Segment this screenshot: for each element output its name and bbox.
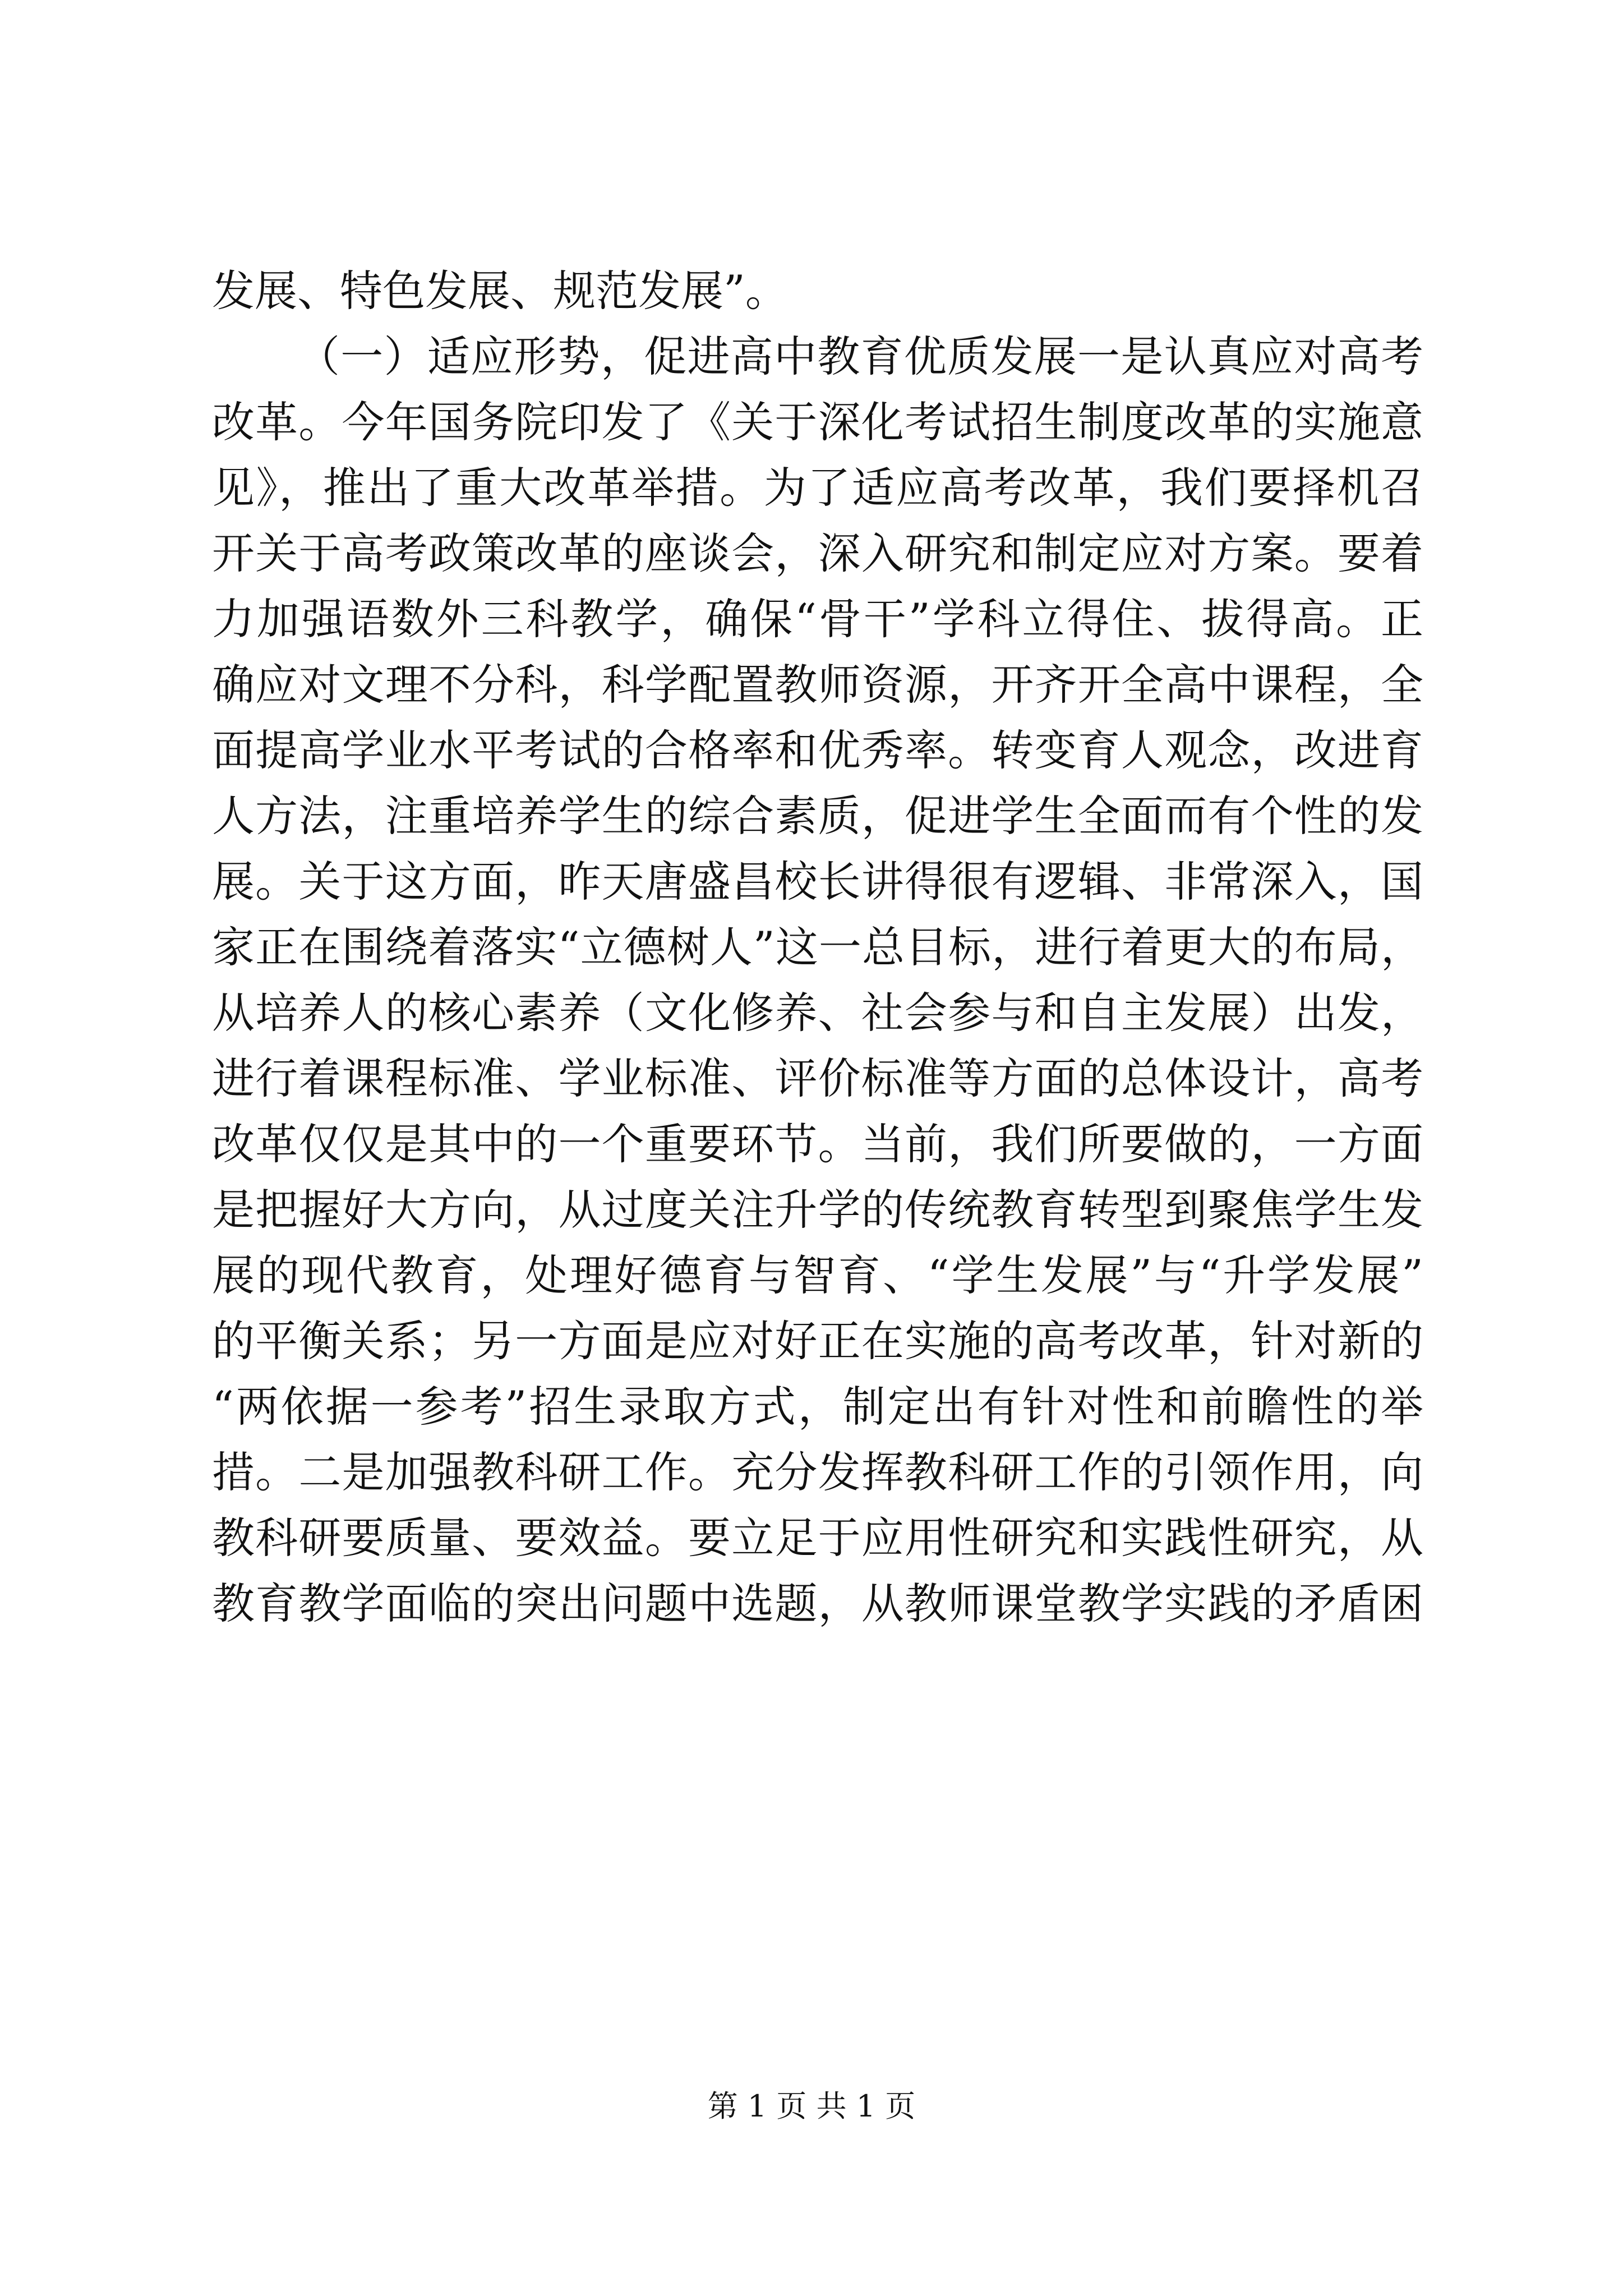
- text-line: 展的现代教育，处理好德育与智育、“学生发展”与“升学发展”: [212, 1250, 1423, 1300]
- text-line: 改革。今年国务院印发了《关于深化考试招生制度改革的实施意: [212, 397, 1423, 447]
- text-line: 力加强语数外三科教学，确保“骨干”学科立得住、拔得高。正: [212, 594, 1423, 644]
- text-line: 见》，推出了重大改革举措。为了适应高考改革，我们要择机召: [212, 463, 1423, 513]
- text-line: 展。关于这方面，昨天唐盛昌校长讲得很有逻辑、非常深入，国: [212, 857, 1423, 907]
- text-line: 发展、特色发展、规范发展”。: [212, 266, 788, 316]
- text-line: 确应对文理不分科，科学配置教师资源，开齐开全高中课程，全: [212, 660, 1423, 710]
- text-line: 措。二是加强教科研工作。充分发挥教科研工作的引领作用，向: [212, 1447, 1423, 1497]
- text-line: 的平衡关系；另一方面是应对好正在实施的高考改革，针对新的: [212, 1316, 1423, 1366]
- text-line: 教科研要质量、要效益。要立足于应用性研究和实践性研究，从: [212, 1513, 1423, 1563]
- text-line: （一）适应形势，促进高中教育优质发展一是认真应对高考: [297, 332, 1423, 381]
- text-line: 面提高学业水平考试的合格率和优秀率。转变育人观念，改进育: [212, 725, 1423, 775]
- text-line: 进行着课程标准、学业标准、评价标准等方面的总体设计，高考: [212, 1053, 1423, 1103]
- text-line: 人方法，注重培养学生的综合素质，促进学生全面而有个性的发: [212, 791, 1423, 841]
- text-line: 改革仅仅是其中的一个重要环节。当前，我们所要做的，一方面: [212, 1119, 1423, 1169]
- text-line: 教育教学面临的突出问题中选题，从教师课堂教学实践的矛盾困: [212, 1579, 1423, 1628]
- page-footer: [0, 2087, 1623, 2126]
- body-text: [212, 258, 1423, 1636]
- text-line: 从培养人的核心素养（文化修养、社会参与和自主发展）出发，: [212, 988, 1423, 1038]
- text-line: 开关于高考政策改革的座谈会，深入研究和制定应对方案。要着: [212, 528, 1423, 578]
- text-line: 家正在围绕着落实“立德树人”这一总目标，进行着更大的布局，: [212, 922, 1423, 972]
- text-line: 是把握好大方向，从过度关注升学的传统教育转型到聚焦学生发: [212, 1185, 1423, 1235]
- page-number-label: 第 1 页 共 1 页: [707, 2088, 916, 2124]
- text-line: “两依据一参考”招生录取方式，制定出有针对性和前瞻性的举: [212, 1382, 1423, 1432]
